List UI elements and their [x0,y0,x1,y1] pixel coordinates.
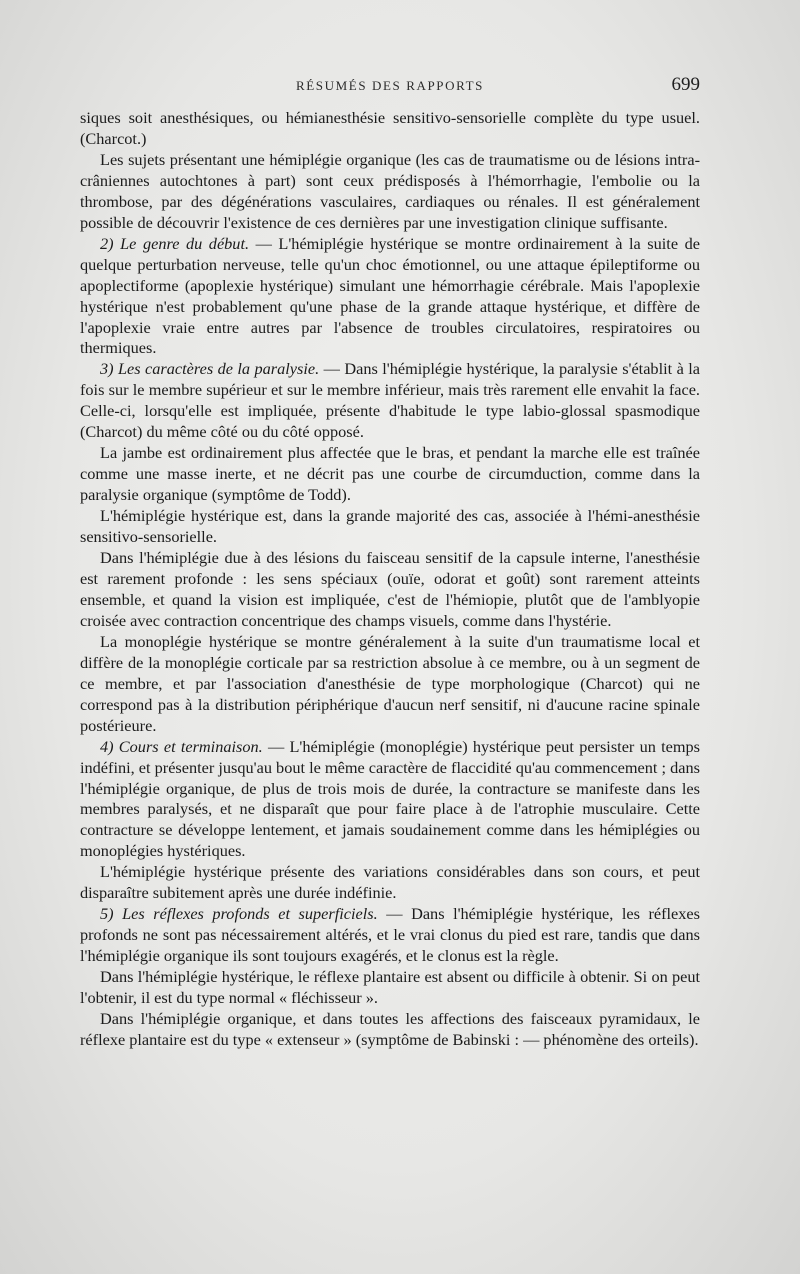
paragraph [80,234,700,360]
paragraph: La jambe est ordinairement plus affectée que le bras, et pendant la marche elle est traînée comme une masse inerte, et ne décrit pas une courbe de circumduction, comme dans la paralysie organique (symptôme de Todd). [80,443,700,505]
paragraph: siques soit anesthésiques, ou hémianesthésie sensitivo-sensorielle complète du type usuel. (Charcot.) [80,108,700,148]
paragraph: La monoplégie hystérique se montre généralement à la suite d'un traumatisme local et diffère de la monoplégie corticale par sa restriction absolue à ce membre, ou à un segment de ce membre, et par l'association d'anesthésie de type morphologique (Charcot) qui ne correspond pas à la distribution périphérique d'aucun nerf sensitif, ni d'aucune racine spinale postérieure. [80,631,700,735]
page-number: 699 [671,74,700,95]
paragraph: Dans l'hémiplégie organique, et dans toutes les affections des faisceaux pyramidaux, le réflexe plantaire est du type « extenseur » (symptôme de Babinski : — phénomène des orteils). [80,1008,700,1049]
section-heading: 3) Les caractères de la paralysie. [100,359,320,379]
paragraph-text: — L'hémiplégie (monoplégie) hystérique peut persister un temps indéfini, et présenter jusqu'au bout le même caractère de flaccidité qu'au commencement ; dans l'hémiplégie organique, de plus de trois mois de durée, la contracture se manifeste dans les membres paralysés, et ne disparaît que pour faire place à de l'atrophie musculaire. Cette contracture se développe lentement, et jamais soudainement comme dans les hémiplégies ou monoplégies hystériques. [80,736,700,861]
paragraph-text: — Dans l'hémiplégie hystérique, la paralysie s'établit à la fois sur le membre supérieur et sur le membre inférieur, mais très rarement elle envahit la face. Celle-ci, lorsqu'elle est impliquée, présente d'habitude le type labio-glossal spasmodique (Charcot) du même côté ou du côté opposé. [80,359,700,442]
paragraph: L'hémiplégie hystérique présente des variations considérables dans son cours, et peut disparaître subitement après une durée indéfinie. [80,862,700,903]
section-heading: 2) Le genre du début. [100,233,250,253]
section-heading: 5) Les réflexes profonds et superficiels. [100,904,378,924]
body-text [80,108,700,1051]
paragraph [80,904,700,967]
paragraph-text: — Dans l'hémiplégie hystérique, les réflexes profonds ne sont pas nécessairement altérés, et le vrai clonus du pied est rare, tandis que dans l'hémiplégie organique ils sont toujours exagérés, et le clonus est la règle. [80,904,700,966]
paragraph: Les sujets présentant une hémiplégie organique (les cas de traumatisme ou de lésions intra-crâniennes autochtones à part) sont ceux prédisposés à l'hémorrhagie, l'embolie ou la thrombose, par des dégénérations vasculaires, cardiaques ou rénales. Il est généralement possible de découvrir l'existence de ces dernières par une investigation clinique suffisante. [80,149,700,232]
paragraph [80,359,700,443]
running-title: RÉSUMÉS DES RAPPORTS [296,78,484,93]
paragraph-text: — L'hémiplégie hystérique se montre ordinairement à la suite de quelque perturbation nerveuse, telle qu'un choc émotionnel, ou une attaque épileptiforme ou apoplectiforme (apoplexie hystérique) simulant une hémorrhagie cérébrale. Mais l'apoplexie hystérique n'est probablement qu'une phase de la grande attaque hystérique, et diffère de l'apoplexie vraie entre autres par l'absence de troubles circulatoires, respiratoires ou thermiques. [80,233,700,358]
paragraph [80,737,700,863]
paragraph: Dans l'hémiplégie hystérique, le réflexe plantaire est absent ou difficile à obtenir. Si on peut l'obtenir, il est du type normal « fléchisseur ». [80,967,700,1008]
page-header [80,74,700,100]
paragraph: Dans l'hémiplégie due à des lésions du faisceau sensitif de la capsule interne, l'anesthésie est rarement profonde : les sens spéciaux (ouïe, odorat et goût) sont rarement atteints ensemble, et quand la vision est impliquée, c'est de l'hémiopie, plutôt que de l'amblyopie croisée avec contraction concentrique des champs visuels, comme dans l'hystérie. [80,548,700,630]
paragraph: L'hémiplégie hystérique est, dans la grande majorité des cas, associée à l'hémi-anesthésie sensitivo-sensorielle. [80,506,700,547]
section-heading: 4) Cours et terminaison. [100,736,263,756]
